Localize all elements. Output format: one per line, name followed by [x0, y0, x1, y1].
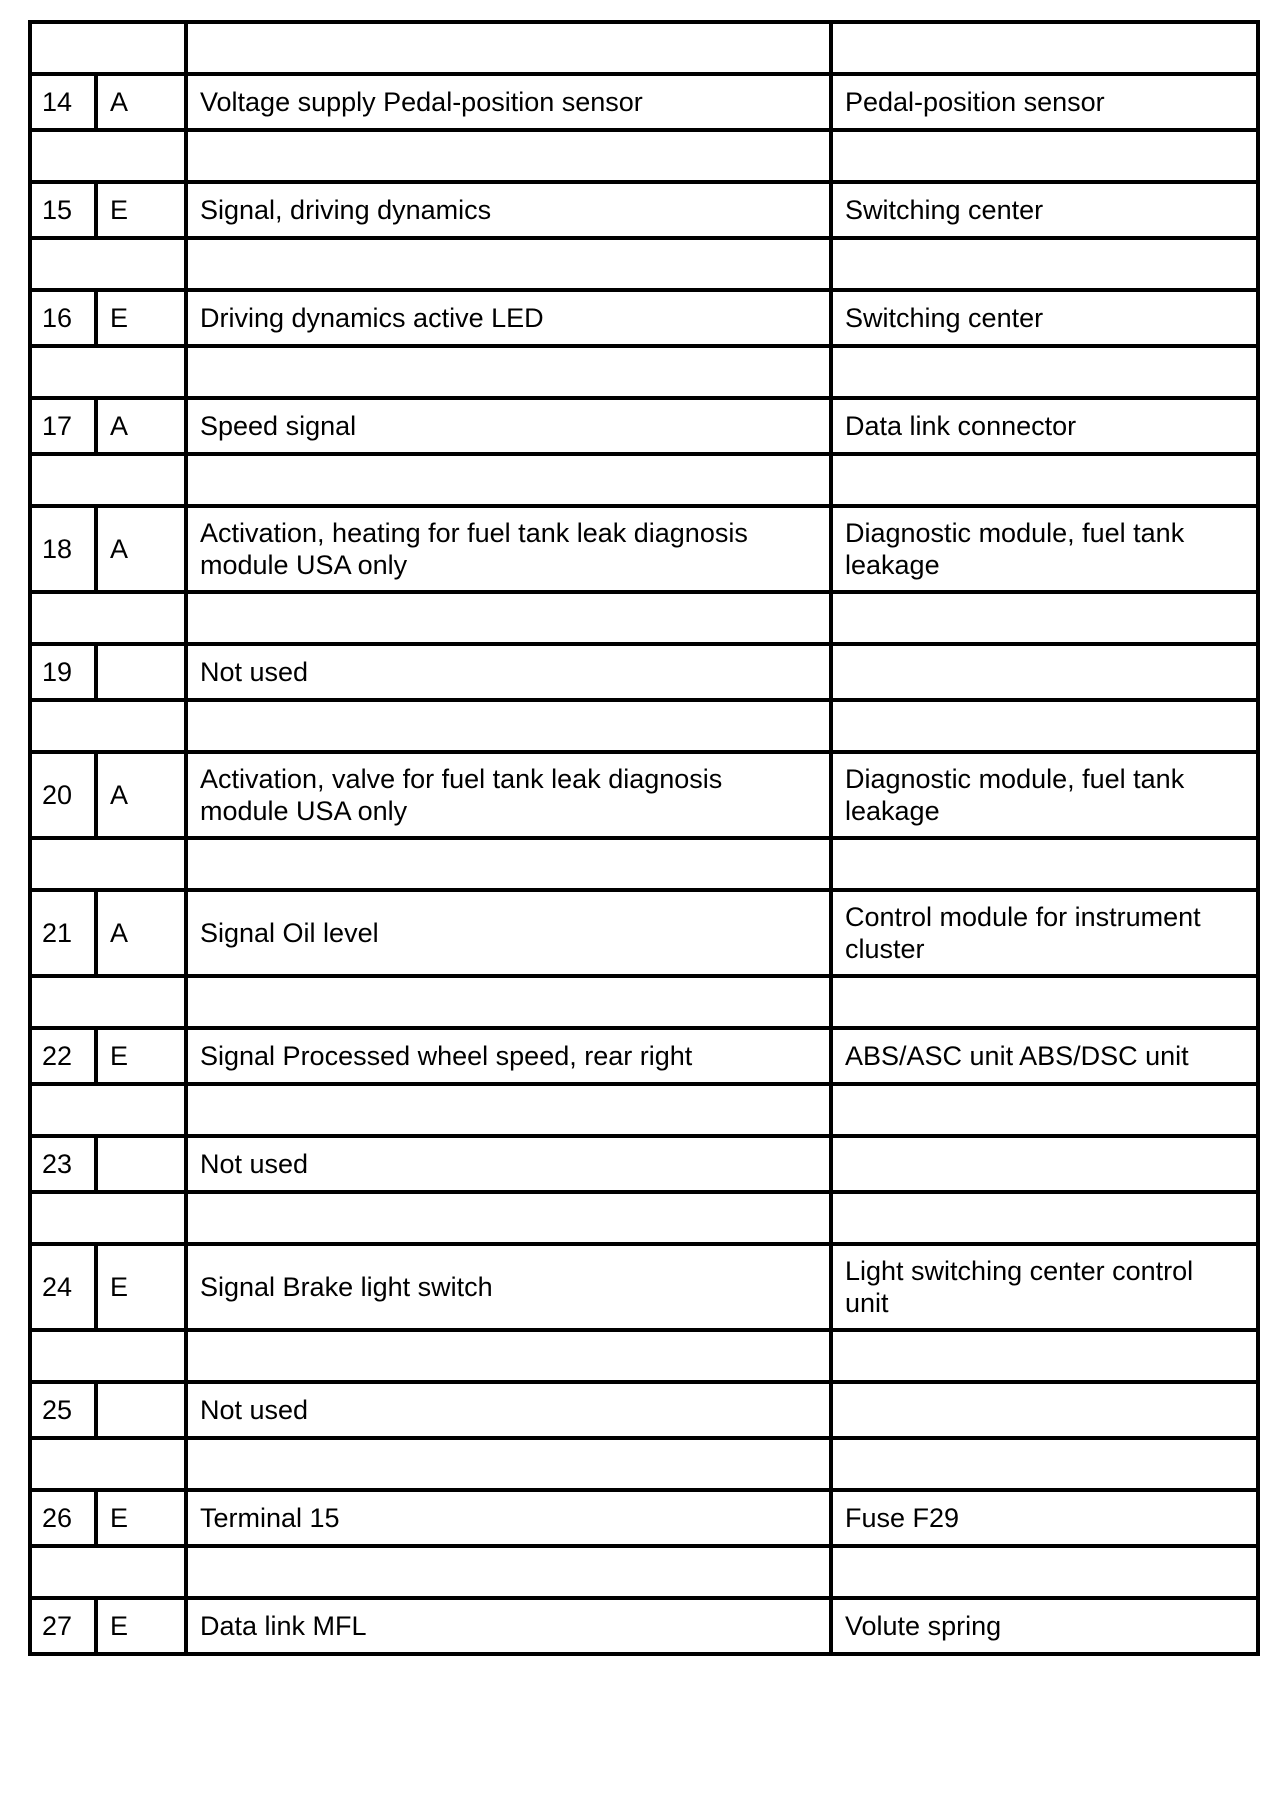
pin-number-cell: 16 [30, 290, 96, 346]
spacer-cell [831, 346, 1258, 398]
connection-cell [831, 644, 1258, 700]
spacer-cell [186, 238, 831, 290]
connection-cell: Switching center [831, 182, 1258, 238]
pin-number-cell: 23 [30, 1136, 96, 1192]
spacer-cell [831, 454, 1258, 506]
pin-number-cell: 22 [30, 1028, 96, 1084]
spacer-cell [831, 976, 1258, 1028]
spacer-row [30, 976, 1258, 1028]
signal-type-cell: E [96, 1028, 186, 1084]
description-cell: Activation, heating for fuel tank leak diagnosis module USA only [186, 506, 831, 592]
spacer-cell [186, 1192, 831, 1244]
description-cell: Not used [186, 644, 831, 700]
spacer-cell [831, 22, 1258, 74]
signal-type-cell: E [96, 1598, 186, 1654]
pin-number-cell: 25 [30, 1382, 96, 1438]
description-cell: Signal Processed wheel speed, rear right [186, 1028, 831, 1084]
pin-row [30, 890, 1258, 976]
description-cell: Signal Brake light switch [186, 1244, 831, 1330]
connection-cell [831, 1136, 1258, 1192]
spacer-cell [186, 838, 831, 890]
description-cell: Data link MFL [186, 1598, 831, 1654]
spacer-cell [831, 1192, 1258, 1244]
spacer-cell [30, 1330, 186, 1382]
connection-cell: Switching center [831, 290, 1258, 346]
signal-type-cell: A [96, 74, 186, 130]
connection-cell [831, 1382, 1258, 1438]
pin-number-cell: 24 [30, 1244, 96, 1330]
spacer-row [30, 1084, 1258, 1136]
signal-type-cell [96, 1382, 186, 1438]
spacer-cell [186, 700, 831, 752]
signal-type-cell: A [96, 752, 186, 838]
spacer-cell [30, 130, 186, 182]
description-cell: Voltage supply Pedal-position sensor [186, 74, 831, 130]
description-cell: Not used [186, 1382, 831, 1438]
spacer-cell [30, 238, 186, 290]
connection-cell: Volute spring [831, 1598, 1258, 1654]
pin-row [30, 1136, 1258, 1192]
signal-type-cell: A [96, 398, 186, 454]
description-cell: Not used [186, 1136, 831, 1192]
pin-row [30, 506, 1258, 592]
spacer-cell [30, 1546, 186, 1598]
spacer-row [30, 22, 1258, 74]
connection-cell: Fuse F29 [831, 1490, 1258, 1546]
spacer-cell [30, 1084, 186, 1136]
pin-row [30, 182, 1258, 238]
spacer-row [30, 838, 1258, 890]
connection-cell: Pedal-position sensor [831, 74, 1258, 130]
pin-number-cell: 20 [30, 752, 96, 838]
spacer-cell [30, 838, 186, 890]
spacer-cell [30, 700, 186, 752]
pin-row [30, 1028, 1258, 1084]
pin-number-cell: 19 [30, 644, 96, 700]
spacer-cell [30, 1192, 186, 1244]
signal-type-cell: E [96, 1244, 186, 1330]
spacer-cell [831, 1438, 1258, 1490]
pin-row [30, 1244, 1258, 1330]
pin-number-cell: 15 [30, 182, 96, 238]
description-cell: Terminal 15 [186, 1490, 831, 1546]
connection-cell: Diagnostic module, fuel tank leakage [831, 752, 1258, 838]
spacer-cell [831, 130, 1258, 182]
spacer-row [30, 1438, 1258, 1490]
spacer-row [30, 346, 1258, 398]
pin-row [30, 290, 1258, 346]
spacer-row [30, 454, 1258, 506]
signal-type-cell: E [96, 1490, 186, 1546]
spacer-cell [30, 454, 186, 506]
spacer-cell [186, 976, 831, 1028]
spacer-cell [831, 1084, 1258, 1136]
signal-type-cell [96, 1136, 186, 1192]
spacer-cell [186, 454, 831, 506]
spacer-cell [831, 238, 1258, 290]
description-cell: Activation, valve for fuel tank leak diagnosis module USA only [186, 752, 831, 838]
description-cell: Signal Oil level [186, 890, 831, 976]
spacer-cell [831, 1330, 1258, 1382]
pin-number-cell: 21 [30, 890, 96, 976]
spacer-cell [30, 22, 186, 74]
pin-row [30, 1382, 1258, 1438]
connection-cell: ABS/ASC unit ABS/DSC unit [831, 1028, 1258, 1084]
connection-cell: Light switching center control unit [831, 1244, 1258, 1330]
pin-assignment-table [28, 20, 1260, 1656]
spacer-cell [186, 346, 831, 398]
spacer-row [30, 592, 1258, 644]
spacer-cell [30, 976, 186, 1028]
description-cell: Signal, driving dynamics [186, 182, 831, 238]
spacer-row [30, 700, 1258, 752]
pin-table-body [30, 22, 1258, 1654]
signal-type-cell: A [96, 890, 186, 976]
spacer-cell [831, 592, 1258, 644]
spacer-cell [30, 346, 186, 398]
spacer-cell [186, 1438, 831, 1490]
description-cell: Driving dynamics active LED [186, 290, 831, 346]
spacer-cell [186, 22, 831, 74]
spacer-row [30, 1330, 1258, 1382]
spacer-cell [186, 1330, 831, 1382]
connection-cell: Data link connector [831, 398, 1258, 454]
spacer-cell [831, 700, 1258, 752]
signal-type-cell: E [96, 182, 186, 238]
pin-number-cell: 18 [30, 506, 96, 592]
spacer-cell [186, 1084, 831, 1136]
spacer-cell [831, 838, 1258, 890]
signal-type-cell: A [96, 506, 186, 592]
spacer-row [30, 1546, 1258, 1598]
spacer-cell [30, 592, 186, 644]
pin-number-cell: 17 [30, 398, 96, 454]
connection-cell: Diagnostic module, fuel tank leakage [831, 506, 1258, 592]
pin-row [30, 398, 1258, 454]
connection-cell: Control module for instrument cluster [831, 890, 1258, 976]
pin-row [30, 1490, 1258, 1546]
pin-row [30, 74, 1258, 130]
spacer-cell [186, 1546, 831, 1598]
signal-type-cell [96, 644, 186, 700]
spacer-cell [30, 1438, 186, 1490]
pin-number-cell: 27 [30, 1598, 96, 1654]
spacer-row [30, 130, 1258, 182]
description-cell: Speed signal [186, 398, 831, 454]
spacer-cell [831, 1546, 1258, 1598]
pin-number-cell: 14 [30, 74, 96, 130]
pin-number-cell: 26 [30, 1490, 96, 1546]
pin-row [30, 1598, 1258, 1654]
spacer-row [30, 1192, 1258, 1244]
pin-row [30, 752, 1258, 838]
spacer-cell [186, 130, 831, 182]
spacer-cell [186, 592, 831, 644]
signal-type-cell: E [96, 290, 186, 346]
pin-row [30, 644, 1258, 700]
spacer-row [30, 238, 1258, 290]
